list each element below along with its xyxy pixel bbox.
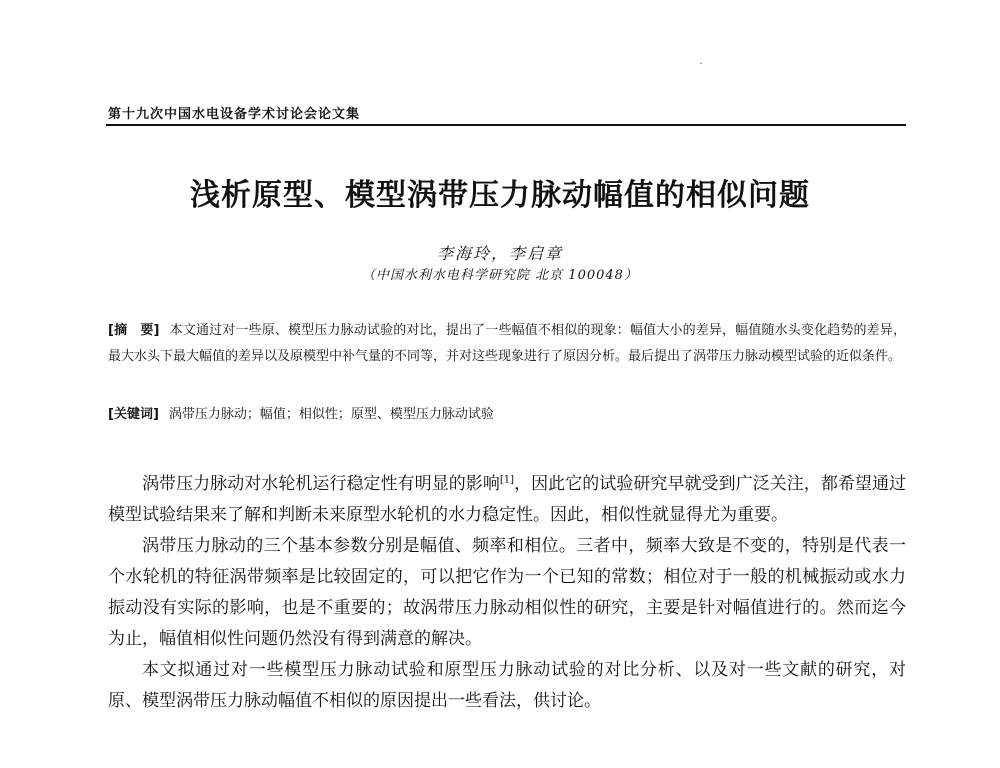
body-text: [108, 469, 906, 717]
authors: 李海玲，李启章: [436, 244, 563, 263]
affiliation: （中国水利水电科学研究院 北京 100048）: [362, 268, 638, 283]
keywords: [108, 402, 906, 428]
paper-title: 浅析原型、模型涡带压力脉动幅值的相似问题: [190, 178, 810, 213]
citation-ref-1[interactable]: [1]: [499, 474, 515, 486]
paragraph-1-part-1: 涡带压力脉动对水轮机运行稳定性有明显的影响: [142, 474, 500, 494]
abstract: [108, 318, 906, 370]
running-header: 第十九次中国水电设备学术讨论会论文集: [108, 107, 361, 122]
keywords-label: [关键词]: [108, 407, 159, 422]
paragraph-1: [108, 469, 906, 531]
abstract-label: [摘 要]: [108, 323, 160, 338]
paragraph-3: 本文拟通过对一些模型压力脉动试验和原型压力脉动试验的对比分析、以及对一些文献的研究，对原、模型涡带压力脉动幅值不相似的原因提出一些看法，供讨论。: [108, 660, 906, 711]
header-rule: [106, 124, 906, 126]
scan-speck: [700, 63, 702, 64]
abstract-text: 本文通过对一些原、模型压力脉动试验的对比，提出了一些幅值不相似的现象：幅值大小的差异，幅值随水头变化趋势的差异，最大水头下最大幅值的差异以及原模型中补气量的不同等，并对这些现象进行了原因分析。最后提出了涡带压力脉动模型试验的近似条件。: [108, 323, 906, 364]
paragraph-1-part-2: ，因此它的试验研究早就受到广泛关注，都希望通过模型试验结果来了解和判断未来原型水轮机的水力稳定性。因此，相似性就显得尤为重要。: [108, 474, 907, 525]
keywords-text: 涡带压力脉动；幅值；相似性；原型、模型压力脉动试验: [168, 407, 494, 422]
paragraph-2: 涡带压力脉动的三个基本参数分别是幅值、频率和相位。三者中，频率大致是不变的，特别是代表一个水轮机的特征涡带频率是比较固定的，可以把它作为一个已知的常数；相位对于一般的机械振动或水力振动没有实际的影响，也是不重要的；故涡带压力脉动相似性的研究，主要是针对幅值进行的。然而迄今为止，幅值相似性问题仍然没有得到满意的解决。: [108, 536, 906, 649]
